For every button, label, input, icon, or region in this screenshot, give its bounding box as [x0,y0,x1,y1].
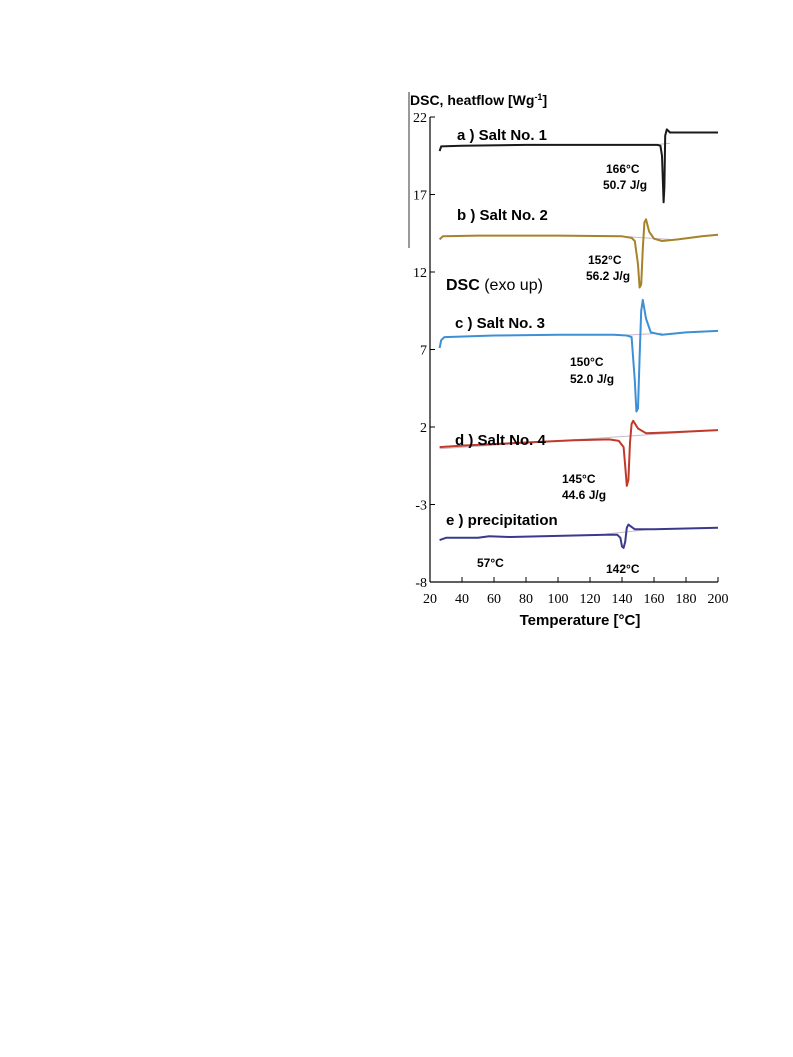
annotation-a-temp: 166°C [606,162,640,176]
mode-label-bold: DSC [446,277,480,294]
annotation-e-melt: 142°C [606,562,640,576]
annotation-b-temp: 152°C [588,253,622,267]
y-tick-label-3: 7 [420,343,427,359]
series-label-c: c ) Salt No. 3 [455,315,546,332]
x-axis-label: Temperature [°C] [519,612,641,629]
annotation-d-enthalpy: 44.6 J/g [562,488,607,502]
y-tick-label-4: 2 [420,421,427,436]
y-tick-label-0: 22 [413,111,427,126]
y-tick-label-6: -8 [415,576,427,591]
x-tick-label-5: 120 [579,592,601,607]
y-axis-label [410,92,547,108]
annotation-e-glass: 57°C [477,556,504,570]
annotation-b-enthalpy: 56.2 J/g [586,269,631,283]
y-ticks [413,111,435,591]
annotation-c-temp: 150°C [570,355,604,369]
series-label-e: e ) precipitation [446,512,558,529]
y-axis-label-end: ] [542,92,548,108]
y-axis-label-sup: -1 [534,92,543,102]
series-label-b: b ) Salt No. 2 [457,207,548,224]
annotation-d-temp: 145°C [562,472,596,486]
x-tick-label-6: 140 [611,592,633,607]
x-tick-label-3: 80 [519,592,533,607]
mode-label [446,277,543,294]
mode-label-rest: (exo up) [479,277,543,294]
x-tick-label-4: 100 [547,592,569,607]
y-tick-label-1: 17 [413,188,427,204]
x-tick-label-1: 40 [455,592,469,607]
y-axis-label-main: DSC, heatflow [Wg [410,92,535,108]
series-label-d: d ) Salt No. 4 [455,432,546,449]
y-tick-label-2: 12 [413,266,427,281]
x-tick-label-7: 160 [643,592,665,607]
annotation-c-enthalpy: 52.0 J/g [570,372,615,386]
y-tick-label-5: -3 [415,498,427,514]
x-tick-label-2: 60 [487,592,501,607]
annotation-a-enthalpy: 50.7 J/g [603,178,648,192]
x-tick-label-0: 20 [423,592,437,607]
x-tick-label-9: 200 [707,592,729,607]
series-label-a: a ) Salt No. 1 [457,127,548,144]
x-tick-label-8: 180 [675,592,697,607]
